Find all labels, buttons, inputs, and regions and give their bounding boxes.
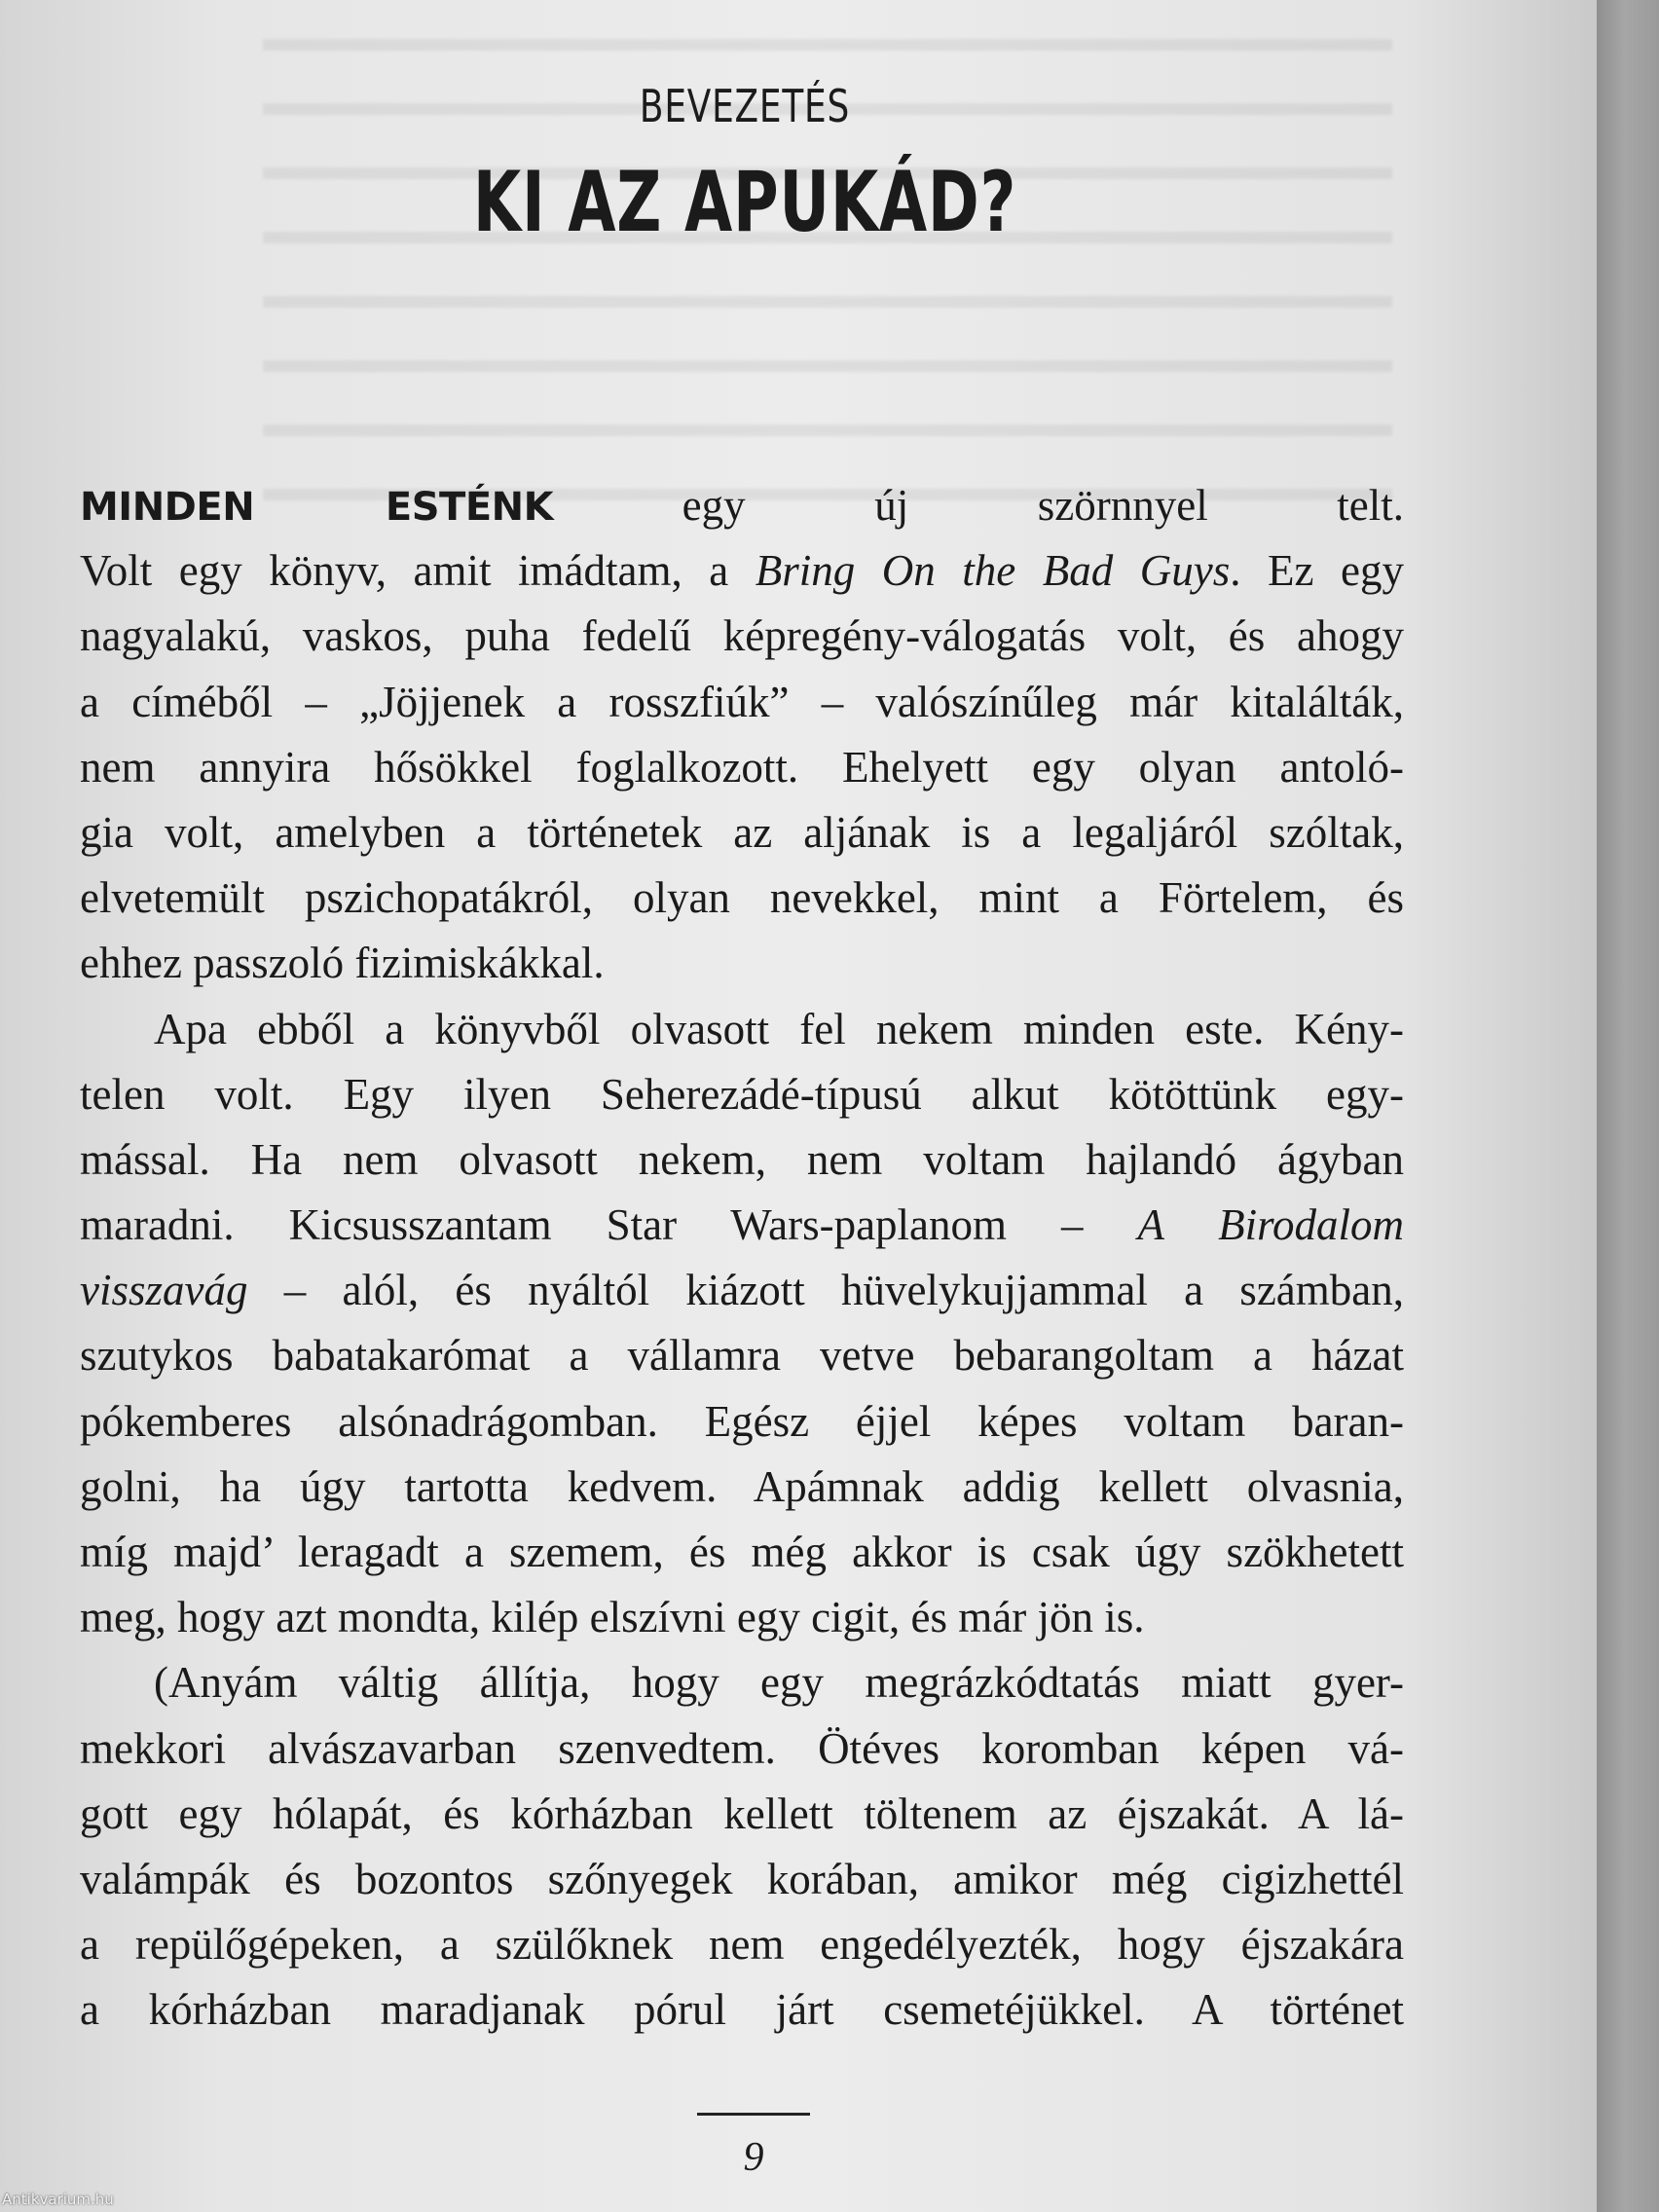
text-span: golni, ha úgy tartotta kedvem. Apámnak addig kellett olvasnia, xyxy=(80,1461,1404,1511)
text-line xyxy=(80,1062,1404,1127)
text-span: ehhez passzoló fizimiskákkal. xyxy=(80,939,605,988)
chapter-label: BEVEZETÉS xyxy=(639,80,851,132)
text-span: mekkori alvászavarban szenvedtem. Ötéves koromban képen vá- xyxy=(80,1723,1404,1773)
text-span: nagyalakú, vaskos, puha fedelű képregény-válogatás volt, és ahogy xyxy=(80,611,1404,661)
text-line xyxy=(80,1389,1404,1455)
text-span: mással. Ha nem olvasott nekem, nem voltam hajlandó ágyban xyxy=(80,1134,1404,1184)
body-text xyxy=(80,473,1404,2044)
italic-title: A Birodalom xyxy=(1137,1200,1404,1250)
text-span: pókemberes alsónadrágomban. Egész éjjel képes voltam baran- xyxy=(80,1396,1404,1446)
paragraph xyxy=(80,473,1404,997)
text-span: (Anyám váltig állítja, hogy egy megrázkódtatás miatt gyer- xyxy=(154,1658,1404,1708)
text-span: elvetemült pszichopatákról, olyan nevekkel, mint a Förtelem, és xyxy=(80,873,1404,923)
text-line xyxy=(80,604,1404,669)
text-line xyxy=(80,1847,1404,1912)
text-span: – alól, és nyáltól kiázott hüvelykujjammal a számban, xyxy=(247,1266,1404,1315)
page-number: 9 xyxy=(743,2135,764,2180)
text-line xyxy=(80,1258,1404,1323)
text-span: Apa ebből a könyvből olvasott fel nekem minden este. Kény- xyxy=(154,1004,1404,1053)
text-span: egy új szörnnyel telt. xyxy=(553,481,1405,530)
text-span: maradni. Kicsusszantam Star Wars-paplanom – xyxy=(80,1200,1138,1250)
text-line xyxy=(80,1650,1404,1715)
text-span: a kórházban maradjanak pórul járt csemetéjükkel. A történet xyxy=(80,1985,1404,2035)
paragraph xyxy=(80,997,1404,1651)
text-span: . Ez egy xyxy=(1230,546,1404,596)
text-line xyxy=(80,866,1404,931)
text-line xyxy=(80,997,1404,1062)
page-number-rule xyxy=(697,2113,810,2116)
text-span: gott egy hólapát, és kórházban kellett töltenem az éjszakát. A lá- xyxy=(80,1788,1404,1838)
text-line xyxy=(80,931,1404,996)
text-line xyxy=(80,1716,1404,1782)
text-span: szutykos babatakarómat a vállamra vetve bebarangoltam a házat xyxy=(80,1331,1404,1381)
text-line xyxy=(80,1455,1404,1520)
text-span: meg, hogy azt mondta, kilép elszívni egy cigit, és már jön is. xyxy=(80,1593,1145,1642)
text-line xyxy=(80,538,1404,604)
text-span: gia volt, amelyben a történetek az aljának is a legaljáról szóltak, xyxy=(80,807,1404,857)
text-line xyxy=(80,1127,1404,1193)
text-span: Volt egy könyv, amit imádtam, a xyxy=(80,546,756,596)
text-line xyxy=(80,800,1404,866)
text-line xyxy=(80,1782,1404,1847)
text-span: telen volt. Egy ilyen Seherezádé-típusú alkut kötöttünk egy- xyxy=(80,1069,1404,1119)
text-span: míg majd’ leragadt a szemem, és még akkor is csak úgy szökhetett xyxy=(80,1528,1404,1576)
text-span: a címéből – „Jöjjenek a rosszfiúk” – valószínűleg már kitalálták, xyxy=(80,677,1404,726)
text-line xyxy=(80,1977,1404,2043)
text-line xyxy=(80,1193,1404,1258)
text-line xyxy=(80,1323,1404,1388)
text-line xyxy=(80,1912,1404,1977)
italic-title: Bring On the Bad Guys xyxy=(755,546,1231,596)
text-line xyxy=(80,670,1404,735)
text-line xyxy=(80,1585,1404,1650)
watermark: Antikvarium.hu xyxy=(2,2191,114,2208)
text-line xyxy=(80,735,1404,800)
text-span: nem annyira hősökkel foglalkozott. Ehelyett egy olyan antoló- xyxy=(80,742,1404,792)
italic-title: visszavág xyxy=(80,1266,248,1315)
text-line xyxy=(80,1520,1404,1585)
lead-in-text: MINDEN ESTÉNK xyxy=(80,485,554,530)
text-span: a repülőgépeken, a szülőknek nem engedélyezték, hogy éjszakára xyxy=(80,1920,1404,1970)
text-span: valámpák és bozontos szőnyegek korában, amikor még cigizhettél xyxy=(80,1854,1404,1903)
paragraph xyxy=(80,1650,1404,2043)
text-line xyxy=(80,473,1404,538)
chapter-title: KI AZ APUKÁD? xyxy=(472,154,1017,251)
page-edge-shadow xyxy=(1597,0,1659,2212)
